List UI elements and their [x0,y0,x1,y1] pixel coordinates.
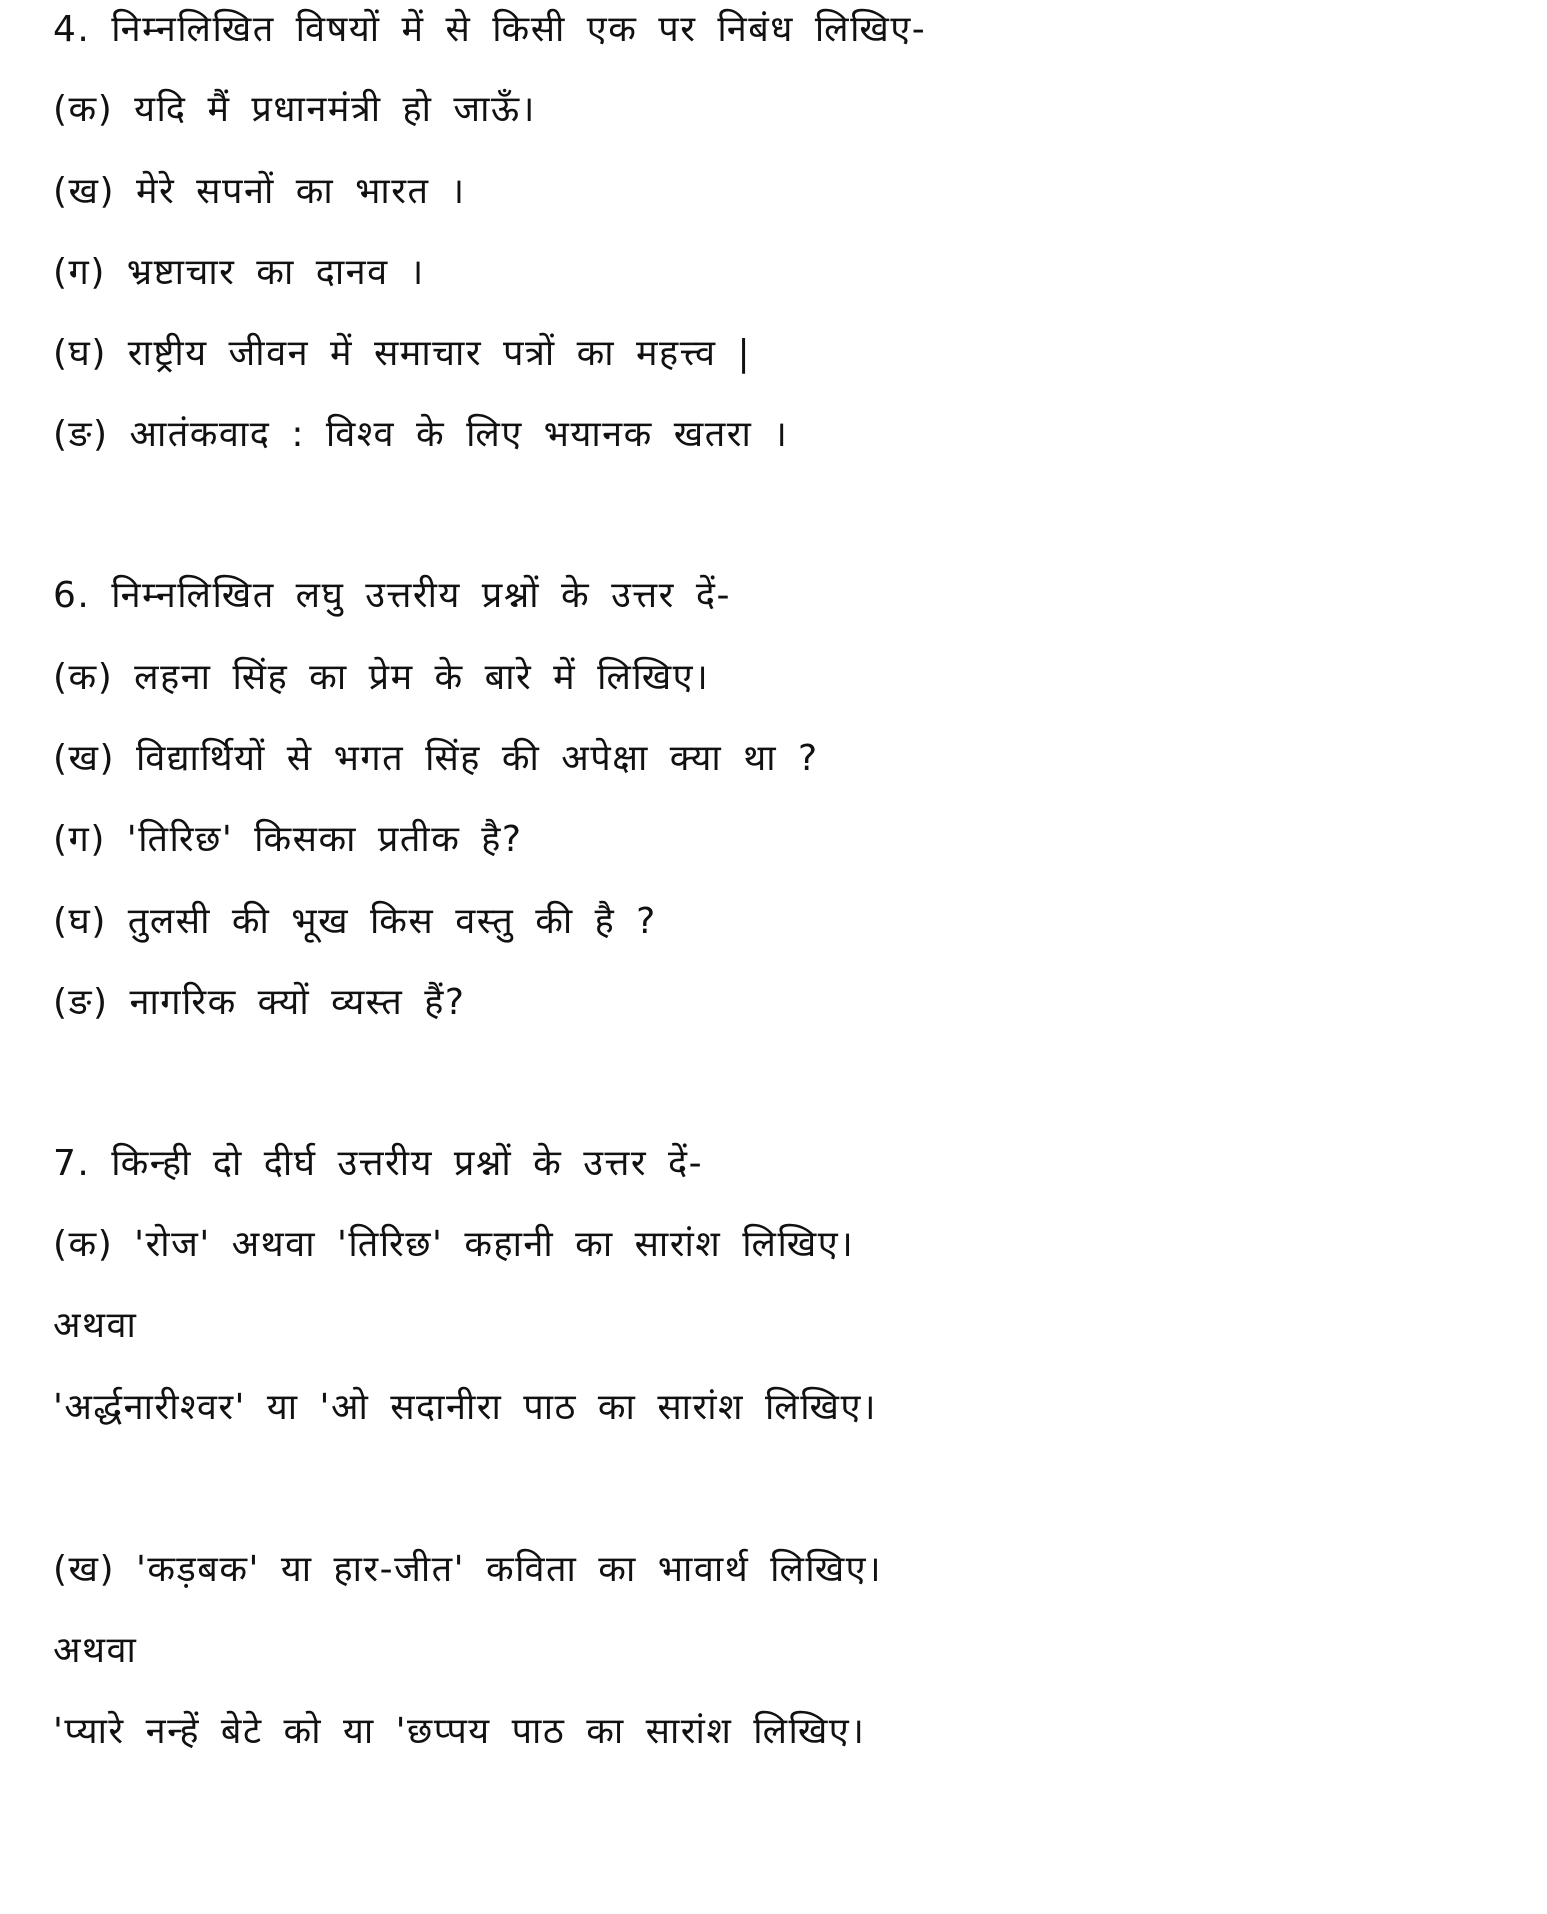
section-7-or-label: अथवा [53,1305,138,1346]
section-6-item-kha: (ख) विद्यार्थियों से भगत सिंह की अपेक्षा क्या था ? [53,738,819,779]
section-7-or-label: अथवा [53,1630,138,1671]
section-6-item-ka: (क) लहना सिंह का प्रेम के बारे में लिखिए। [53,657,710,698]
section-4-heading: 4. निम्नलिखित विषयों में से किसी एक पर निबंध लिखिए- [53,9,927,50]
section-7-heading: 7. किन्ही दो दीर्घ उत्तरीय प्रश्नों के उत्तर दें- [53,1143,704,1184]
section-6-item-gha: (घ) तुलसी की भूख किस वस्तु की है ? [53,901,657,942]
section-7-part-ka: (क) 'रोज' अथवा 'तिरिछ' कहानी का सारांश लिखिए। [53,1224,855,1265]
section-7-alt-ka: 'अर्द्धनारीश्वर' या 'ओ सदानीरा पाठ का सारांश लिखिए। [53,1387,878,1428]
section-4-item-kha: (ख) मेरे सपनों का भारत । [53,171,466,212]
section-7-alt-kha: 'प्यारे नन्हें बेटे को या 'छप्पय पाठ का सारांश लिखिए। [53,1711,866,1752]
section-6-heading: 6. निम्नलिखित लघु उत्तरीय प्रश्नों के उत्तर दें- [53,575,731,616]
section-4-item-ga: (ग) भ्रष्टाचार का दानव । [53,252,425,293]
section-7-part-kha: (ख) 'कड़बक' या हार-जीत' कविता का भावार्थ लिखिए। [53,1549,883,1590]
section-4-item-ka: (क) यदि मैं प्रधानमंत्री हो जाऊँ। [53,89,536,130]
section-6-item-ga: (ग) 'तिरिछ' किसका प्रतीक है? [53,819,523,860]
section-4-item-gha: (घ) राष्ट्रीय जीवन में समाचार पत्रों का महत्त्व | [53,333,752,374]
section-6-item-nga: (ङ) नागरिक क्यों व्यस्त हैं? [53,982,466,1023]
section-4-item-nga: (ङ) आतंकवाद : विश्व के लिए भयानक खतरा । [53,414,789,455]
